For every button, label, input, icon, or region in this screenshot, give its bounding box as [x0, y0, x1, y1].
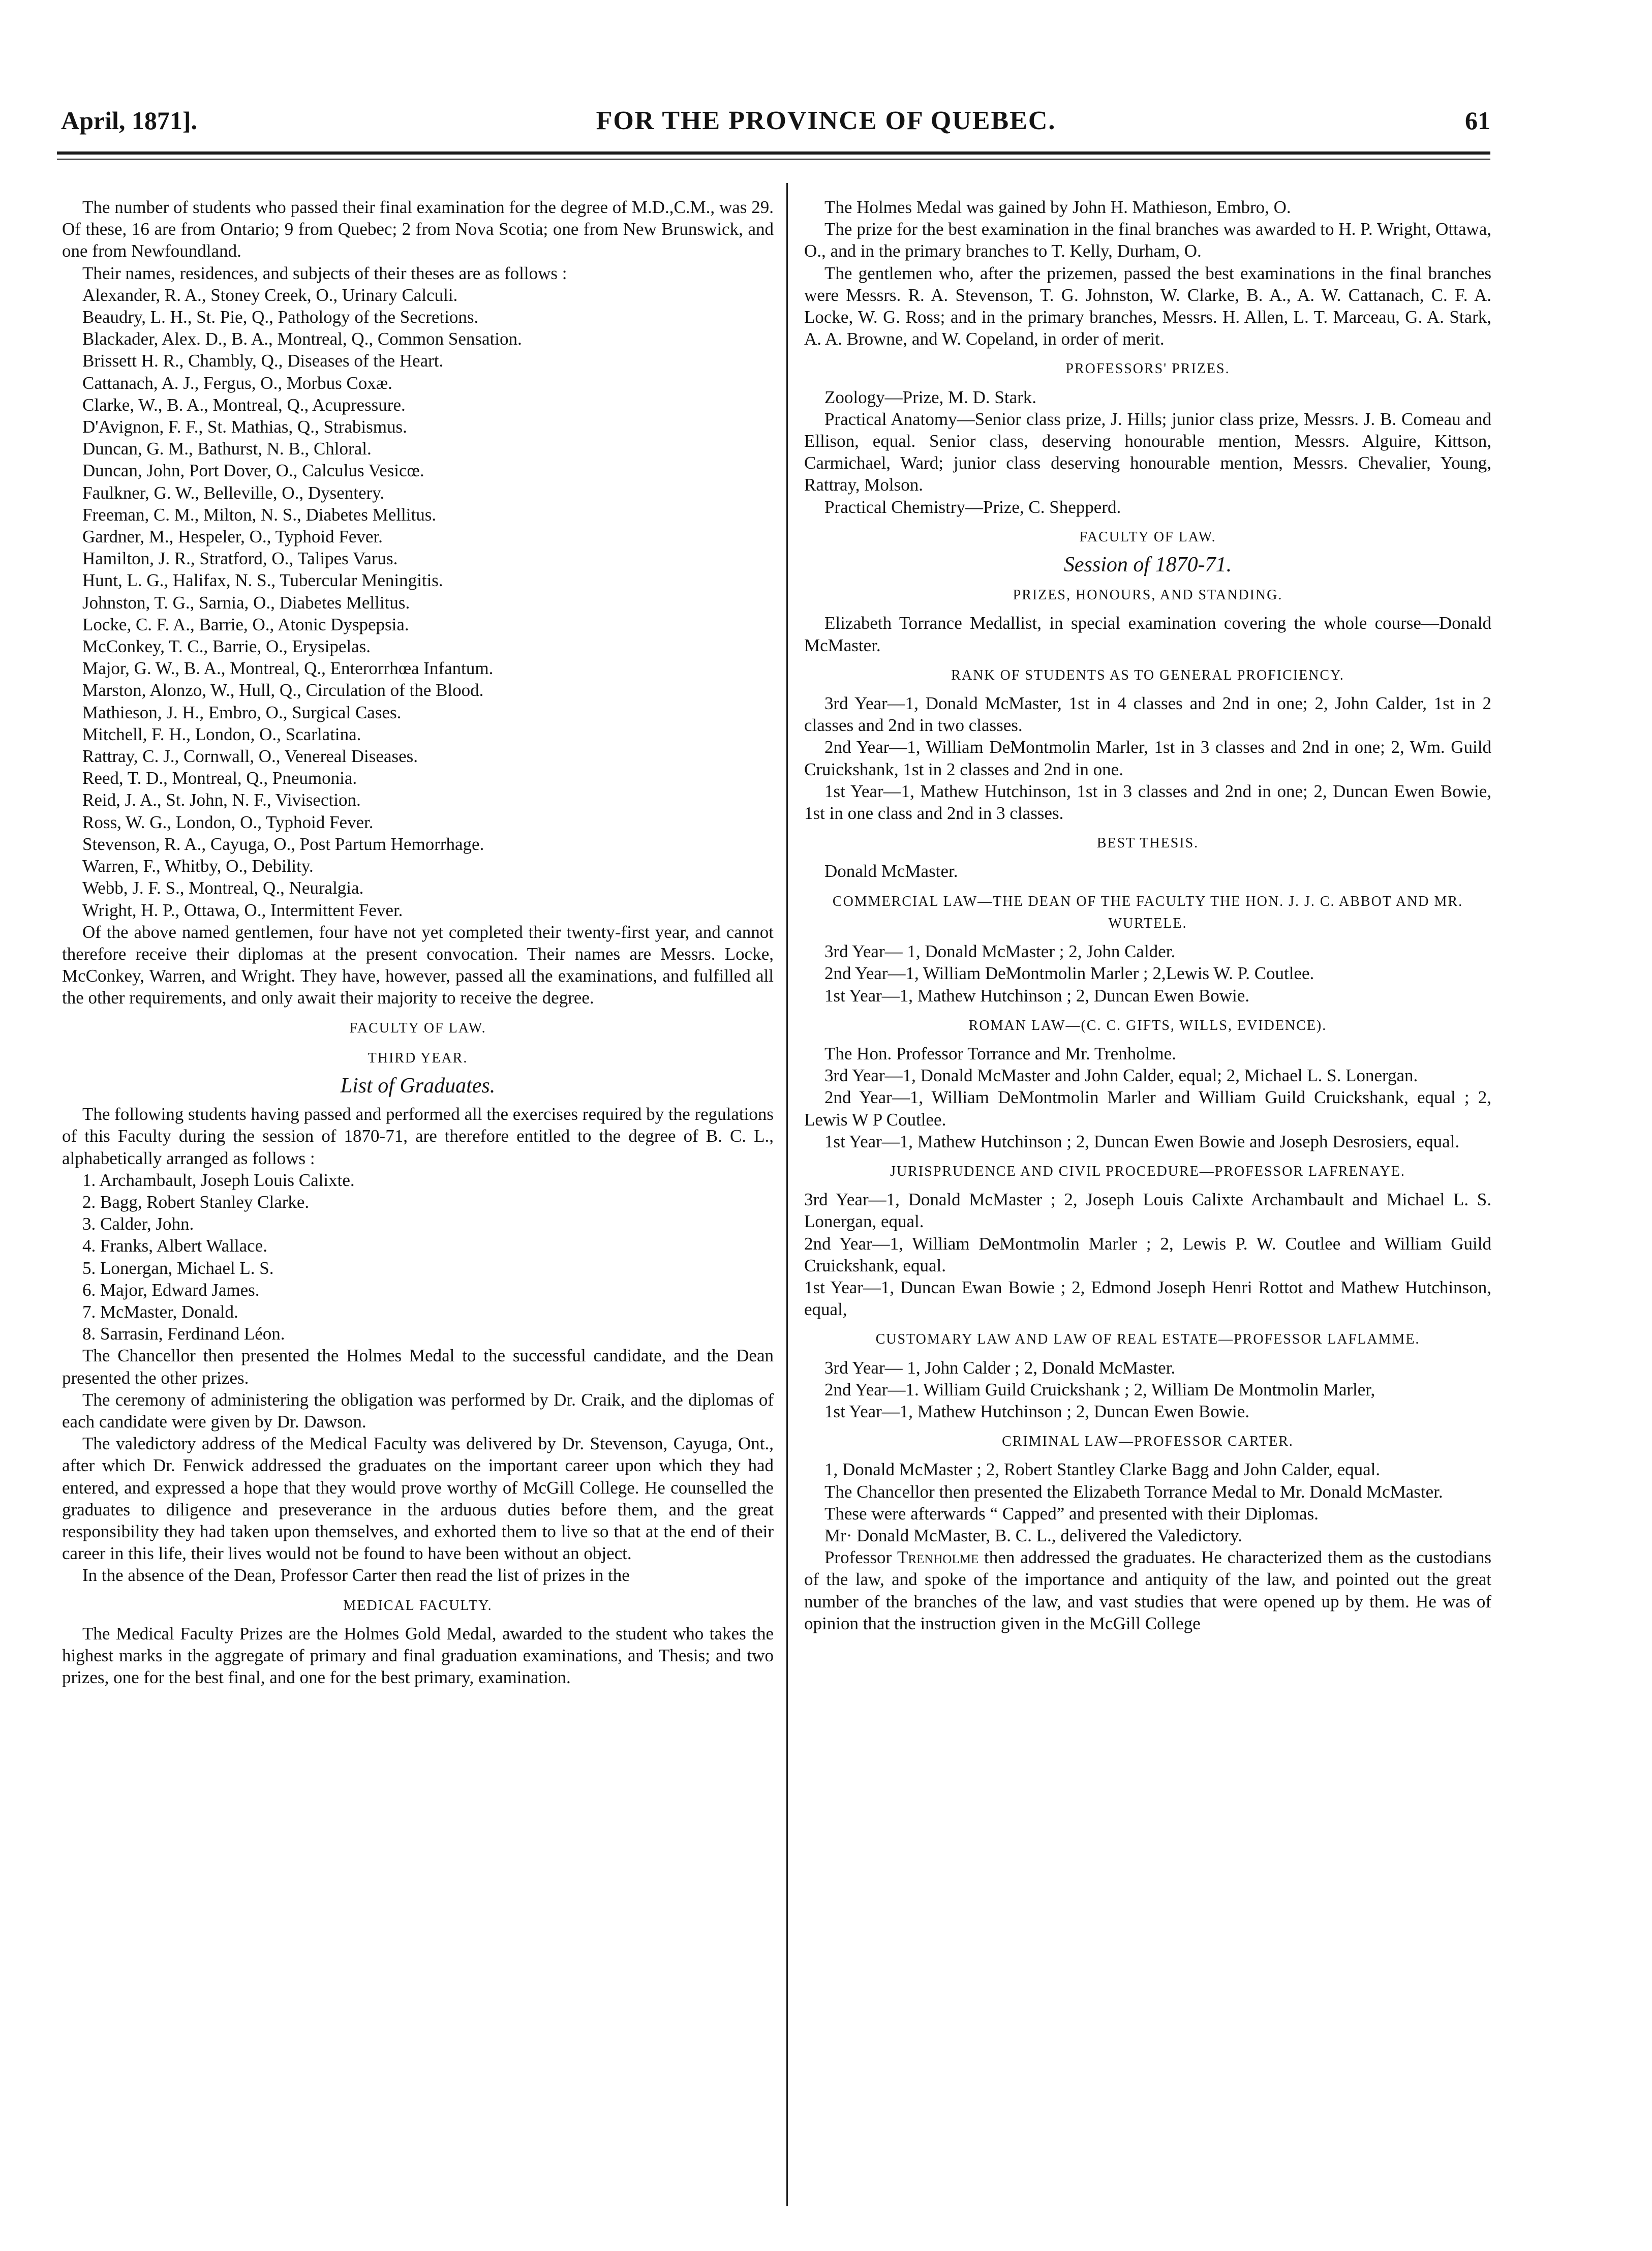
- section-heading-session: Session of 1870-71.: [1063, 553, 1232, 577]
- list-item: Duncan, John, Port Dover, O., Calculus Vesicœ.: [82, 461, 424, 481]
- paragraph-following-students: The following students having passed and performed all the exercises required by the regulations of this Faculty during the session of 1870-71, are therefore entitled to the degree of B. C. L., alphabetically arranged as follows :: [62, 1104, 774, 1168]
- paragraph-rank-second: 2nd Year—1, William DeMontmolin Marler, 1st in 3 classes and 2nd in one; 2, Wm. Guild Cruickshank, 1st in 2 classes and 2nd in one.: [804, 737, 1491, 779]
- list-item: 3. Calder, John.: [82, 1214, 194, 1234]
- paragraph-mr-donald: Mr· Donald McMaster, B. C. L., delivered the Valedictory.: [824, 1525, 1242, 1545]
- list-item: Hamilton, J. R., Stratford, O., Talipes Varus.: [82, 549, 398, 569]
- section-heading-roman-law: ROMAN LAW—(C. C. GIFTS, WILLS, EVIDENCE).: [968, 1017, 1327, 1033]
- section-heading-faculty-law: FACULTY OF LAW.: [1079, 529, 1216, 545]
- list-item: Blackader, Alex. D., B. A., Montreal, Q., Common Sensation.: [82, 329, 522, 349]
- list-item: Major, G. W., B. A., Montreal, Q., Enterorrhœa Infantum.: [82, 658, 494, 679]
- section-heading-professors-prizes: PROFESSORS' PRIZES.: [1065, 361, 1230, 377]
- paragraph-customary-first: 1st Year—1, Mathew Hutchinson ; 2, Duncan Ewen Bowie.: [824, 1401, 1250, 1421]
- list-item: Clarke, W., B. A., Montreal, Q., Acupressure.: [82, 394, 406, 415]
- paragraph-best-examination: The prize for the best examination in the final branches was awarded to H. P. Wright, Ottawa, O., and in the primary branches to T. Kelly, Durham, O.: [804, 219, 1491, 261]
- list-item: Mitchell, F. H., London, O., Scarlatina.: [82, 724, 361, 744]
- list-item: 7. McMaster, Donald.: [82, 1301, 238, 1322]
- list-item: Hunt, L. G., Halifax, N. S., Tubercular Meningitis.: [82, 570, 443, 591]
- header-rule-thick: [57, 151, 1490, 155]
- list-item: Brissett H. R., Chambly, Q., Diseases of the Heart.: [82, 351, 444, 371]
- left-column: [62, 196, 774, 1688]
- paragraph-valedictory: The valedictory address of the Medical Faculty was delivered by Dr. Stevenson, Cayuga, Ont., after which Dr. Fenwick addressed the graduates on the important career upon which they had entered, and expressed a hope that they would prove worthy of McGill College. He counselled the graduates to diligence and preseverance in the arduous duties before them, and the great responsibility they had taken upon themselves, and exhorted them to live so that at the end of their career in this life, their lives would not be found to have been without an object.: [62, 1434, 774, 1564]
- list-item: 4. Franks, Albert Wallace.: [82, 1236, 267, 1256]
- paragraph-jurisprudence-first: 1st Year—1, Duncan Ewan Bowie ; 2, Edmond Joseph Henri Rottot and Mathew Hutchinson, equal,: [804, 1277, 1491, 1320]
- section-heading-medical-faculty: MEDICAL FACULTY.: [343, 1597, 493, 1614]
- section-heading-list-of-graduates: List of Graduates.: [340, 1074, 496, 1098]
- paragraph-holmes-medal: The Holmes Medal was gained by John H. Mathieson, Embro, O.: [824, 197, 1291, 217]
- section-heading-third-year: THIRD YEAR.: [368, 1050, 468, 1066]
- paragraph-names-intro: Their names, residences, and subjects of their theses are as follows :: [82, 263, 567, 283]
- paragraph-rank-third: 3rd Year—1, Donald McMaster, 1st in 4 classes and 2nd in one; 2, John Calder, 1st in 2 classes and 2nd in two classes.: [804, 693, 1491, 736]
- page-header: [0, 0, 1652, 163]
- list-item: Marston, Alonzo, W., Hull, Q., Circulation of the Blood.: [82, 680, 484, 701]
- paragraph-capped: These were afterwards “ Capped” and presented with their Diplomas.: [824, 1503, 1319, 1524]
- list-item: Johnston, T. G., Sarnia, O., Diabetes Mellitus.: [82, 592, 410, 613]
- paragraph-customary-second: 2nd Year—1. William Guild Cruickshank ; 2, William De Montmolin Marler,: [824, 1379, 1375, 1400]
- paragraph-chemistry: Practical Chemistry—Prize, C. Shepperd.: [824, 497, 1121, 517]
- paragraph-intro: The number of students who passed their final examination for the degree of M.D.,C.M., was 29. Of these, 16 are from Ontario; 9 from Quebec; 2 from Nova Scotia; one from New Brunswick, and one from Newfoundland.: [62, 197, 774, 261]
- paragraph-jurisprudence-second: 2nd Year—1, William DeMontmolin Marler ; 2, Lewis P. W. Coutlee and William Guild Cruickshank, equal.: [804, 1233, 1491, 1275]
- paragraph-elizabeth-torrance: Elizabeth Torrance Medallist, in special examination covering the whole course—Donald McMaster.: [804, 613, 1491, 655]
- text-fragment: Professor: [824, 1547, 897, 1568]
- paragraph-commercial-first: 1st Year—1, Mathew Hutchinson ; 2, Duncan Ewen Bowie.: [824, 985, 1250, 1006]
- paragraph-above-named: Of the above named gentlemen, four have not yet completed their twenty-first year, and cannot therefore receive their diplomas at the present convocation. Their names are Messrs. Locke, McConkey, Warren, and Wright. They have, however, passed all the examinations, and fulfilled all the other requirements, and only await their majority to receive the degree.: [62, 922, 774, 1008]
- page-number: 61: [1465, 106, 1490, 135]
- list-item: 6. Major, Edward James.: [82, 1280, 260, 1300]
- column-divider: [786, 183, 788, 2206]
- list-item: Reid, J. A., St. John, N. F., Vivisection.: [82, 790, 361, 810]
- section-heading-commercial-law: COMMERCIAL LAW—THE DEAN OF THE FACULTY THE HON. J. J. C. ABBOT AND MR. WURTELE.: [832, 893, 1463, 931]
- list-item: Freeman, C. M., Milton, N. S., Diabetes Mellitus.: [82, 504, 437, 525]
- law-graduates-list: [62, 1169, 774, 1345]
- list-item: Stevenson, R. A., Cayuga, O., Post Partum Hemorrhage.: [82, 834, 484, 854]
- section-heading-jurisprudence: JURISPRUDENCE AND CIVIL PROCEDURE—PROFESSOR LAFRENAYE.: [890, 1163, 1405, 1179]
- list-item: Warren, F., Whitby, O., Debility.: [82, 856, 314, 876]
- paragraph-ceremony: The ceremony of administering the obligation was performed by Dr. Craik, and the diplomas of each candidate were given by Dr. Dawson.: [62, 1389, 774, 1432]
- list-item: Gardner, M., Hespeler, O., Typhoid Fever.: [82, 527, 383, 547]
- paragraph-roman-second: 2nd Year—1, William DeMontmolin Marler and William Guild Cruickshank, equal ; 2, Lewis W P Coutlee.: [804, 1087, 1491, 1130]
- section-heading-customary-law: CUSTOMARY LAW AND LAW OF REAL ESTATE—PROFESSOR LAFLAMME.: [875, 1331, 1420, 1348]
- list-item: 5. Lonergan, Michael L. S.: [82, 1258, 274, 1278]
- list-item: Rattray, C. J., Cornwall, O., Venereal Diseases.: [82, 746, 418, 767]
- paragraph-rank-first: 1st Year—1, Mathew Hutchinson, 1st in 3 classes and 2nd in one; 2, Duncan Ewen Bowie, 1st in one class and 2nd in 3 classes.: [804, 781, 1491, 824]
- paragraph-gentlemen: The gentlemen who, after the prizemen, passed the best examinations in the final branches were Messrs. R. A. Stevenson, T. G. Johnston, W. Clarke, B. A., A. W. Cattanach, C. F. A. Locke, W. G. Ross; and in the primary branches, Messrs. H. Allen, L. T. Marceau, G. A. Stark, A. A. Browne, and W. Copeland, in order of merit.: [804, 263, 1491, 349]
- section-heading-best-thesis: BEST THESIS.: [1096, 835, 1199, 851]
- paragraph-anatomy: Practical Anatomy—Senior class prize, J. Hills; junior class prize, Messrs. J. B. Comeau and Ellison, equal. Senior class, deserving honourable mention, Messrs. Alguire, Kittson, Carmichael, Ward; junior class deserving honourable mention, Messrs. Chevalier, Young, Rattray, Molson.: [804, 409, 1491, 495]
- graduates-list: [62, 284, 774, 921]
- list-item: Duncan, G. M., Bathurst, N. B., Chloral.: [82, 439, 372, 459]
- list-item: 2. Bagg, Robert Stanley Clarke.: [82, 1192, 310, 1212]
- list-item: Reed, T. D., Montreal, Q., Pneumonia.: [82, 768, 357, 788]
- list-item: Mathieson, J. H., Embro, O., Surgical Cases.: [82, 702, 402, 722]
- paragraph-roman-professors: The Hon. Professor Torrance and Mr. Trenholme.: [824, 1043, 1176, 1063]
- paragraph-jurisprudence-third: 3rd Year—1, Donald McMaster ; 2, Joseph Louis Calixte Archambault and Michael L. S. Lonergan, equal.: [804, 1190, 1491, 1232]
- issue-date: April, 1871].: [61, 106, 198, 135]
- header-rule-thin: [57, 159, 1490, 160]
- paragraph-roman-third: 3rd Year—1, Donald McMaster and John Calder, equal; 2, Michael L. S. Lonergan.: [824, 1066, 1418, 1086]
- text-fragment: then addressed the graduates. He characterized them as the custodians of the law, and spoke of the importance and antiquity of the law, and pointed out the great number of the branches of the law, and vast studies that were opened up by them. He was of opinion that the instruction given in the McGill College: [804, 1547, 1491, 1633]
- right-column: [804, 196, 1491, 1634]
- paragraph-zoology: Zoology—Prize, M. D. Stark.: [824, 387, 1037, 407]
- list-item: 8. Sarrasin, Ferdinand Léon.: [82, 1324, 285, 1344]
- section-heading-rank: RANK OF STUDENTS AS TO GENERAL PROFICIENCY.: [951, 667, 1344, 683]
- name-small-caps: Trenholme: [897, 1547, 979, 1568]
- list-item: Ross, W. G., London, O., Typhoid Fever.: [82, 812, 374, 832]
- paragraph-criminal: 1, Donald McMaster ; 2, Robert Stantley Clarke Bagg and John Calder, equal.: [824, 1459, 1381, 1480]
- list-item: Cattanach, A. J., Fergus, O., Morbus Coxæ.: [82, 373, 392, 393]
- section-heading-prizes-honours: PRIZES, HONOURS, AND STANDING.: [1013, 587, 1283, 603]
- list-item: Beaudry, L. H., St. Pie, Q., Pathology of the Secretions.: [82, 307, 479, 327]
- paragraph-chancellor-medal: The Chancellor then presented the Elizabeth Torrance Medal to Mr. Donald McMaster.: [824, 1481, 1443, 1502]
- paragraph-absence-of-dean: In the absence of the Dean, Professor Carter then read the list of prizes in the: [82, 1565, 630, 1586]
- paragraph-commercial-third: 3rd Year— 1, Donald McMaster ; 2, John Calder.: [824, 941, 1176, 962]
- list-item: McConkey, T. C., Barrie, O., Erysipelas.: [82, 636, 371, 657]
- section-heading-faculty-law: FACULTY OF LAW.: [349, 1020, 486, 1036]
- paragraph-medical-prizes: The Medical Faculty Prizes are the Holmes Gold Medal, awarded to the student who takes the highest marks in the aggregate of primary and final graduation examinations, and Thesis; and two prizes, one for the best final, and one for the best primary, examination.: [62, 1623, 774, 1688]
- list-item: D'Avignon, F. F., St. Mathias, Q., Strabismus.: [82, 417, 407, 437]
- paragraph-trenholme: [804, 1546, 1491, 1634]
- paragraph-roman-first: 1st Year—1, Mathew Hutchinson ; 2, Duncan Ewen Bowie and Joseph Desrosiers, equal.: [824, 1131, 1460, 1151]
- list-item: 1. Archambault, Joseph Louis Calixte.: [82, 1170, 355, 1190]
- section-heading-criminal-law: CRIMINAL LAW—PROFESSOR CARTER.: [1002, 1434, 1294, 1450]
- paragraph-commercial-second: 2nd Year—1, William DeMontmolin Marler ; 2,Lewis W. P. Coutlee.: [824, 963, 1314, 984]
- paragraph-chancellor-holmes: The Chancellor then presented the Holmes Medal to the successful candidate, and the Dean presented the other prizes.: [62, 1346, 774, 1388]
- list-item: Locke, C. F. A., Barrie, O., Atonic Dyspepsia.: [82, 614, 409, 634]
- list-item: Faulkner, G. W., Belleville, O., Dysentery.: [82, 482, 385, 503]
- list-item: Alexander, R. A., Stoney Creek, O., Urinary Calculi.: [82, 285, 458, 305]
- list-item: Webb, J. F. S., Montreal, Q., Neuralgia.: [82, 878, 364, 898]
- paragraph-customary-third: 3rd Year— 1, John Calder ; 2, Donald McMaster.: [824, 1357, 1176, 1378]
- running-title: FOR THE PROVINCE OF QUEBEC.: [596, 106, 1056, 135]
- list-item: Wright, H. P., Ottawa, O., Intermittent Fever.: [82, 900, 403, 920]
- paragraph-best-thesis: Donald McMaster.: [824, 861, 958, 881]
